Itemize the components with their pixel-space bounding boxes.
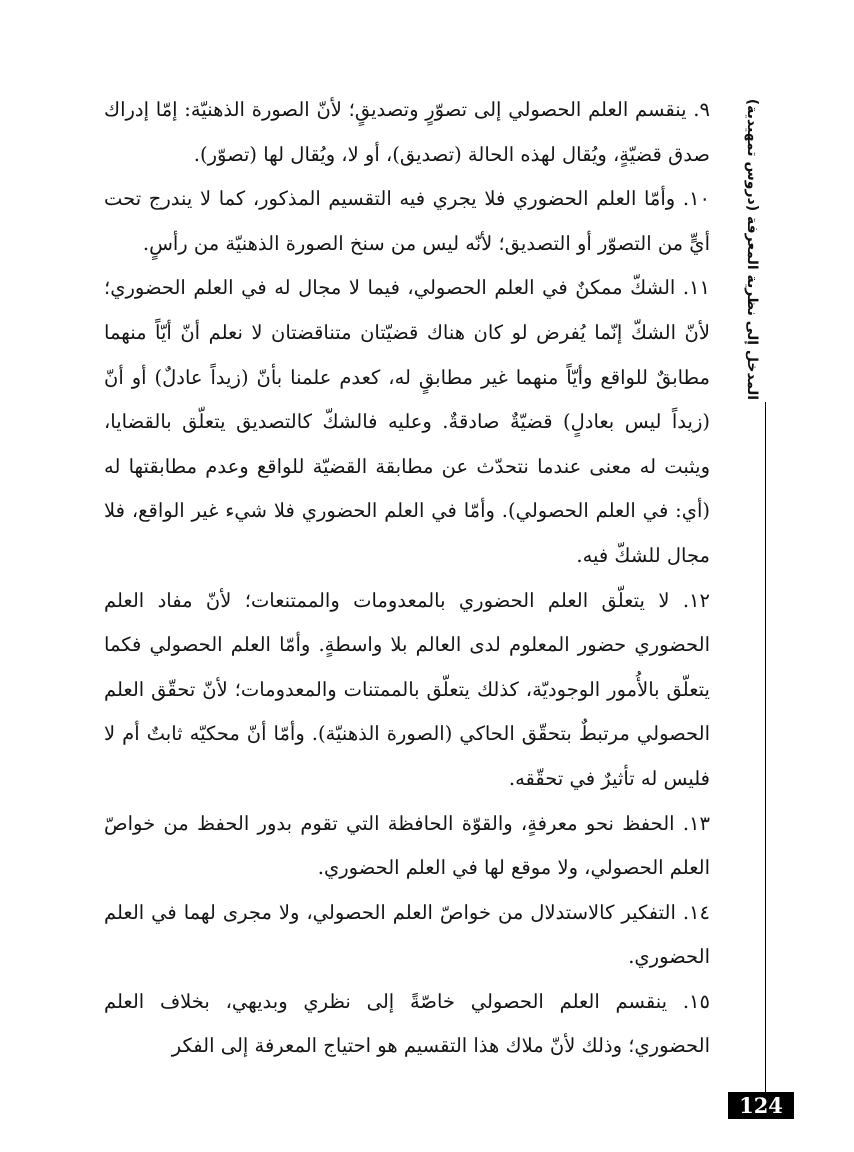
paragraph-15: ١٥. ينقسم العلم الحصولي خاصّةً إلى نظري وبديهي، بخلاف العلم الحضوري؛ وذلك لأنّ ملاك هذا التقسيم هو احتياج المعرفة إلى الفكر: [104, 989, 710, 1058]
paragraph-14: ١٤. التفكير كالاستدلال من خواصّ العلم الحصولي، ولا مجرى لهما في العلم الحضوري.: [104, 900, 710, 969]
paragraph-10: ١٠. وأمّا العلم الحضوري فلا يجري فيه التقسيم المذكور، كما لا يندرج تحت أيٍّ من التصوّر أو التصديق؛ لأنّه ليس من سنخ الصورة الذهنيّة من رأسٍ.: [104, 187, 710, 255]
page-number: 124: [728, 1092, 794, 1119]
page-body: [104, 88, 710, 1069]
paragraph-9: ٩. ينقسم العلم الحصولي إلى تصوّرٍ وتصديقٍ؛ لأنّ الصورة الذهنيّة: إمّا إدراك صدق قضيّةٍ، ويُقال لهذه الحالة (تصديق)، أو لا، ويُقال لها (تصوّر).: [104, 98, 710, 166]
margin-rule: [765, 402, 766, 1092]
paragraph-11: ١١. الشكّ ممكنٌ في العلم الحصولي، فيما لا مجال له في العلم الحضوري؛ لأنّ الشكّ إنّما يُفرض لو كان هناك قضيّتان متناقضتان لا نعلم أنّ أيّاً منهما مطابقٌ للواقع وأيّاً منهما غير مطابقٍ له، كعدم علمنا بأنّ (زيداً عادلٌ) أو أنّ (زيداً ليس بعادلٍ) قضيّةٌ صادقةٌ. وعليه فالشكّ كالتصديق يتعلّق بالقضايا، ويثبت له معنى عندما نتحدّث عن مطابقة القضيّة للواقع وعدم مطابقتها له (أي: في العلم الحصولي). وأمّا في العلم الحضوري فلا شيء غير الواقع، فلا مجال للشكّ فيه.: [104, 276, 710, 567]
paragraph-12: ١٢. لا يتعلّق العلم الحضوري بالمعدومات والممتنعات؛ لأنّ مفاد العلم الحضوري حضور المعلوم لدى العالم بلا واسطةٍ. وأمّا العلم الحصولي فكما يتعلّق بالأُمور الوجوديّة، كذلك يتعلّق بالممتنات والمعدومات؛ لأنّ تحقّق العلم الحصولي مرتبطٌ بتحقّق الحاكي (الصورة الذهنيّة). وأمّا أنّ محكيّه ثابتٌ أم لا فليس له تأثيرٌ في تحقّقه.: [104, 588, 710, 790]
running-title: المدخل إلى نظرية المعرفة (دروس تمهيدية): [744, 98, 760, 400]
paragraph-13: ١٣. الحفظ نحو معرفةٍ، والقوّة الحافظة التي تقوم بدور الحفظ من خواصّ العلم الحصولي، ولا موقع لها في العلم الحضوري.: [104, 811, 710, 880]
